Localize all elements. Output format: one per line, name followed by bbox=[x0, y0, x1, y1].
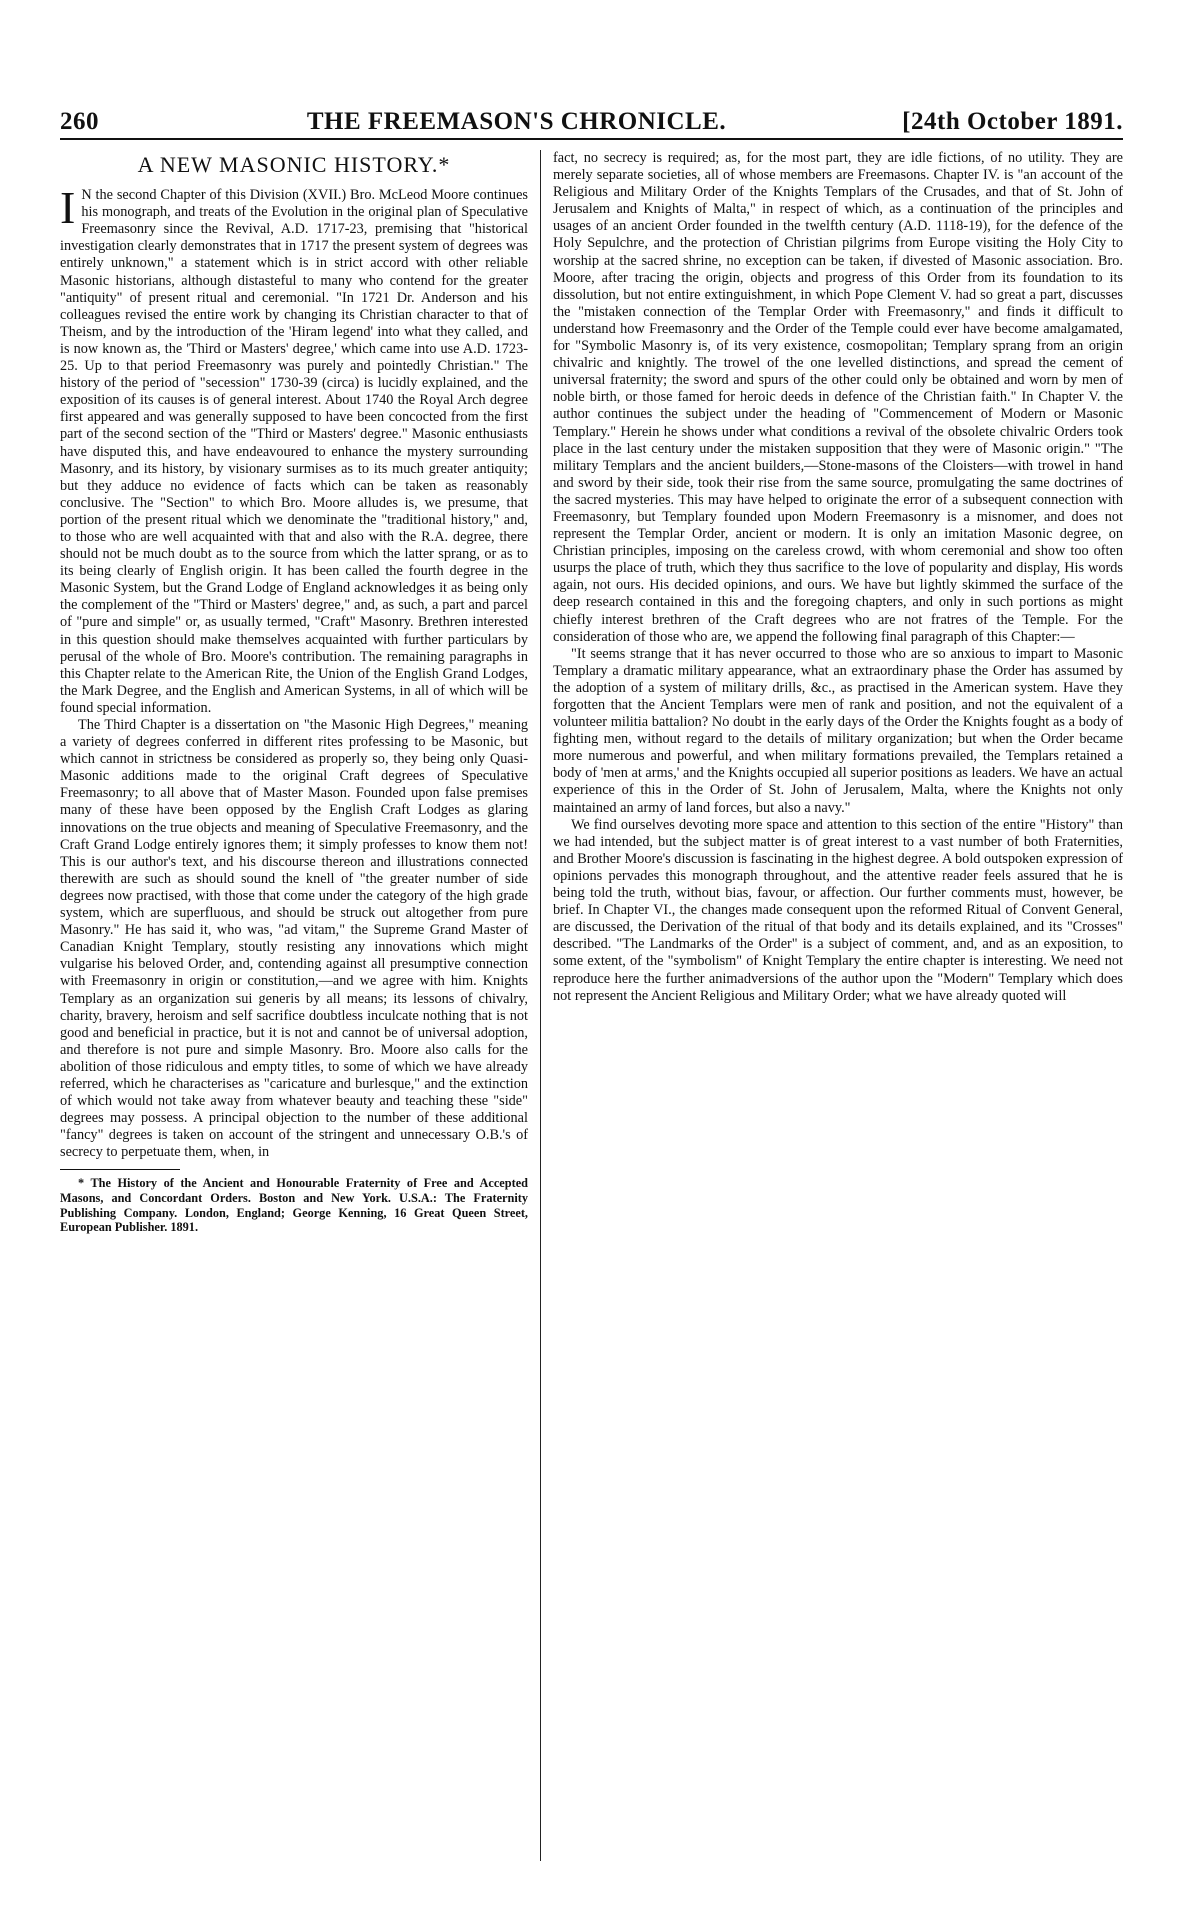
footnote-rule bbox=[60, 1169, 180, 1170]
page-header bbox=[60, 96, 1123, 136]
paragraph: We find ourselves devoting more space and attention to this section of the entire "History" than we had intended, but the subject matter is of great interest to a vast number of both Fraternities, and Brother Moore's discussion is fascinating in the highest degree. A bold outspoken expression of opinions pervades this monograph throughout, and the attentive reader feels assured that he is being told the truth, without bias, favour, or affection. Our further comments must, however, be brief. In Chapter VI., the changes made consequent upon the reformed Ritual of Convent General, are discussed, the Derivation of the ritual of that body and its details explained, and its "Crosses" described. "The Landmarks of the Order" is a subject of comment, and, and as an exposition, to some extent, of the "symbolism" of Knight Templary the entire chapter is interesting. We need not reproduce here the further animadversions of the author upon the "Modern" Templary which does not represent the Ancient Religious and Military Order; what we have already quoted will bbox=[553, 816, 1123, 1004]
footnote: * The History of the Ancient and Honourable Fraternity of Free and Accepted Masons, and Concordant Orders. Boston and New York. U.S.A.: The Fraternity Publishing Company. London, England; George Kenning, 16 Great Queen Street, European Publisher. 1891. bbox=[60, 1176, 528, 1235]
publication-title: THE FREEMASON'S CHRONICLE. bbox=[306, 108, 727, 135]
page-number: 260 bbox=[60, 108, 99, 135]
left-column bbox=[60, 150, 540, 1861]
quoted-paragraph: "It seems strange that it has never occurred to those who are so anxious to impart to Masonic Templary a dramatic military appearance, what an extraordinary phase the Order has assumed by the adoption of a system of military drills, &c., as practised in the American system. Have they forgotten that the Ancient Templars were men of rank and position, and not the equivalent of a volunteer militia battalion? No doubt in the early days of the Order the Knights fought as a body of fighting men, without regard to the details of military organization; but when the Order became more numerous and powerful, and when military formations prevailed, the Templars retained a body of 'men at arms,' and the Knights occupied all superior positions as leaders. We have an actual experience of this in the Order of St. John of Jerusalem, Malta, where the Knights not only maintained an army of land forces, but also a navy." bbox=[553, 645, 1123, 816]
header-rule bbox=[60, 138, 1123, 140]
article-title: A NEW MASONIC HISTORY.* bbox=[137, 152, 451, 177]
issue-date: [24th October 1891. bbox=[902, 108, 1123, 135]
right-column bbox=[540, 150, 1123, 1861]
drop-cap: I bbox=[60, 182, 76, 234]
paragraph: fact, no secrecy is required; as, for the most part, they are idle fictions, of no utility. They are merely separate societies, all of whose members are Freemasons. Chapter IV. is "an account of the Religious and Military Order of the Knights Templars of the Crusades, and that of St. John of Jerusalem and Knights of Malta," in respect of which, as a continuation of the principles and usages of an ancient Order founded in the twelfth century (A.D. 1118-19), for the defence of the Holy Sepulchre, and the protection of Christian pilgrims from Europe visiting the Holy City to worship at the sacred shrine, no exception can be taken, if divested of Masonic association. Bro. Moore, after tracing the origin, objects and progress of this Order from its foundation to its dissolution, but not entire extinguishment, in which Pope Clement V. had so great a part, discusses the "mistaken connection of the Templar Order with Freemasonry," and finds it difficult to understand how Freemasonry and the Order of the Temple could ever have become amalgamated, for "Symbolic Masonry is, of its very existence, cosmopolitan; Templary sprang from an origin chivalric and knightly. The trowel of the one levelled distinctions, and spread the cement of universal fraternity; the sword and spurs of the other could only be obtained and worn by men of noble birth, or those famed for heroic deeds in defence of the Christian faith." In Chapter V. the author continues the subject under the heading of "Commencement of Modern or Masonic Templary." Herein he shows under what conditions a revival of the obsolete chivalric Orders took place in the last century under the mistaken supposition that they were of Masonic origin." "The military Templars and the ancient builders,—Stone-masons of the Cloisters—with trowel in hand and sword by their side, took their rise from the same source, promulgating the same doctrines of the sacred mysteries. This may have helped to originate the error of a subsequent connection with Freemasonry, but Templary founded upon Modern Freemasonry is a misnomer, and does not represent the Templar Order, ancient or modern. It is only an imitation Masonic degree, on Christian principles, imposing on the careless crowd, with whom ceremonial and show too often usurps the place of truth, which they thus sacrifice to the love of popularity and display, His words again, not ours. His decided opinions, and ours. We have but lightly skimmed the surface of the deep research contained in this and the foregoing chapters, and only in such portions as might chiefly interest brethren of the Craft degrees who are not fratres of the Temple. For the consideration of those who are, we append the following final paragraph of this Chapter:— bbox=[553, 150, 1123, 645]
paragraph bbox=[60, 182, 528, 717]
paragraph-text: N the second Chapter of this Division (XVII.) Bro. McLeod Moore continues his monograph, and treats of the Evolution in the original plan of Speculative Freemasonry since the Revival, A.D. 1717-23, premising that "historical investigation clearly demonstrates that in 1717 the present system of degrees was entirely unknown," a statement which is in strict accord with other reliable Masonic historians, although distasteful to many who contend for the greater "antiquity" of present ritual and ceremonial. "In 1721 Dr. Anderson and his colleagues revised the entire work by changing its Christian character to that of Theism, and by the introduction of the 'Hiram legend' into what they called, and is now known as, the 'Third or Masters' degree,' which came into use A.D. 1723-25. Up to that period Freemasonry was purely and pointedly Christian." The history of the period of "secession" 1730-39 (circa) is lucidly explained, and the exposition of its causes is of general interest. About 1740 the Royal Arch degree first appeared and was generally supposed to have been concocted from the first part of the second section of the "Third or Masters' degree." Masonic enthusiasts have disputed this, and have endeavoured to enhance the mystery surrounding Masonry, and its history, by visionary surmises as to its much greater antiquity; but they adduce no evidence of facts which can be taken as reasonably conclusive. The "Section" to which Bro. Moore alludes is, we presume, that portion of the present ritual which we denominate the "traditional history," and, to those who are well acquainted with that and also with the R.A. degree, there should not be much doubt as to the source from which the latter sprang, or as to its being clearly of English origin. It has been called the fourth degree in the Masonic System, but the Grand Lodge of England acknowledges it as being only the complement of the "Third or Masters' degree," and, as such, a part and parcel of "pure and simple" or, as usually termed, "Craft" Masonry. Brethren interested in this question should make themselves acquainted with further particulars by perusal of the whole of Bro. Moore's contribution. The remaining paragraphs in this Chapter relate to the American Rite, the Union of the English Grand Lodges, the Mark Degree, and the English and American Systems, in all of which will be found special information. bbox=[60, 187, 528, 716]
article-columns bbox=[60, 150, 1123, 1861]
paragraph: The Third Chapter is a dissertation on "the Masonic High Degrees," meaning a variety of degrees conferred in different rites professing to be Masonic, but which cannot in strictness be considered as properly so, they being only Quasi-Masonic additions made to the original Craft degrees of Speculative Freemasonry; to all above that of Master Mason. Founded upon false premises many of these have been opposed by the English Craft Lodges as glaring innovations on the true objects and meaning of Speculative Freemasonry, and the Craft Grand Lodge entirely ignores them; it simply professes to know them not! This is our author's text, and his discourse thereon and illustrations connected therewith are such as should sound the knell of "the greater number of side degrees now practised, with those that come under the category of the high grade system, which are superfluous, and should be struck out altogether from pure Masonry." He has said it, who was, "ad vitam," the Supreme Grand Master of Canadian Knight Templary, stoutly resisting any innovations which might vulgarise his beloved Order, and, contending against all presumptive connection with Freemasonry in origin or constitution,—and we agree with him. Knights Templary as an organization sui generis by all means; its lessons of chivalry, charity, bravery, heroism and self sacrifice doubtless inculcate nothing that is not good and beneficial in practice, but it is not and cannot be of universal adoption, and therefore is not pure and simple Masonry. Bro. Moore also calls for the abolition of those ridiculous and empty titles, to some of which we have already referred, which he characterises as "caricature and burlesque," and the extinction of which would not take away from whatever beauty and teaching these "side" degrees may possess. A principal objection to the number of these additional "fancy" degrees is taken on account of the stringent and unnecessary O.B.'s of secrecy to perpetuate them, when, in bbox=[60, 717, 528, 1161]
